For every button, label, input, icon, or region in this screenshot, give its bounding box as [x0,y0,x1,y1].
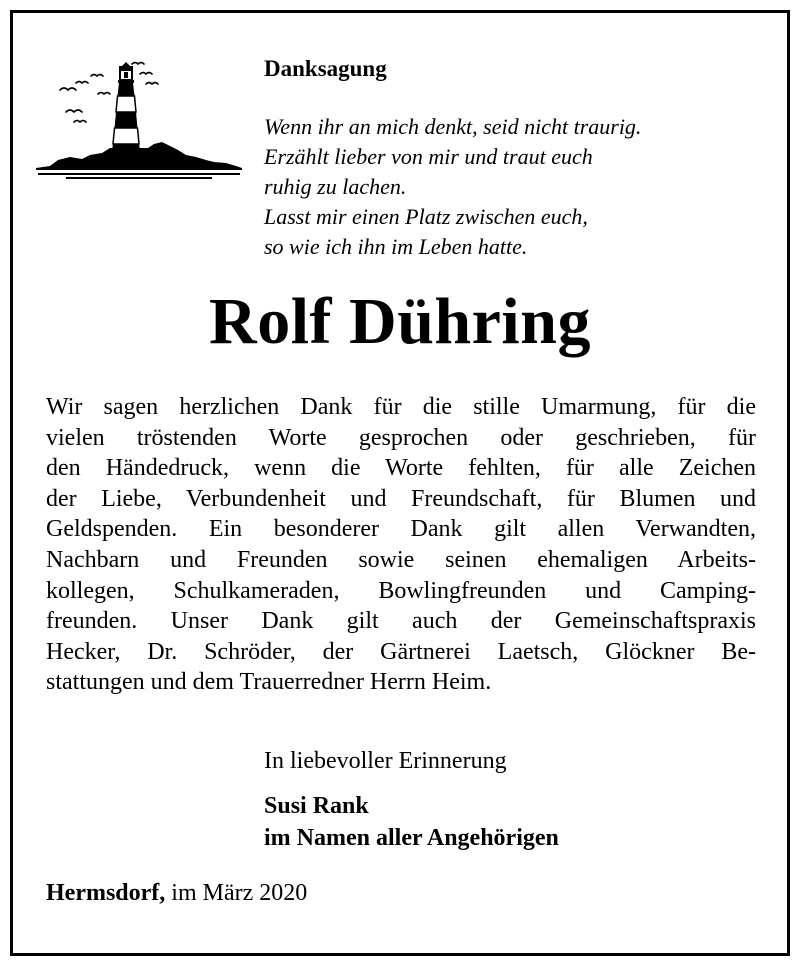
signature-block [264,790,559,854]
place-name: Hermsdorf, [46,880,166,906]
signer-name: Susi Rank [264,793,369,819]
paragraph-line: kollegen, Schulkameraden, Bowlingfreunden und Camping- [46,577,756,604]
closing-phrase: In liebevoller Erinnerung [264,748,507,774]
date-text: im März 2020 [171,880,308,906]
signer-note: im Namen aller Angehörigen [264,825,559,851]
place-date-line [46,880,307,907]
thanks-paragraph [46,392,756,698]
poem-line: so wie ich ihn im Leben hatte. [264,234,528,259]
poem-line: Erzählt lieber von mir und traut euch [264,144,593,169]
paragraph-line: den Händedruck, wenn die Worte fehlten, für alle Zeichen [46,455,756,482]
paragraph-line: Geldspenden. Ein besonderer Dank gilt allen Verwandten, [46,516,756,543]
paragraph-line: Hecker, Dr. Schröder, der Gärtnerei Laetsch, Glöckner Be- [46,638,756,665]
paragraph-line: vielen tröstenden Worte gesprochen oder geschrieben, für [46,424,756,451]
notice-heading: Danksagung [264,56,387,81]
lighthouse-icon [36,56,242,180]
poem-line: Lasst mir einen Platz zwischen euch, [264,204,588,229]
paragraph-line: freunden. Unser Dank gilt auch der Gemeinschaftspraxis [46,608,756,635]
paragraph-line: Nachbarn und Freunden sowie seinen ehemaligen Arbeits- [46,546,756,573]
poem [264,112,641,262]
deceased-name: Rolf Dühring [209,285,591,358]
poem-line: Wenn ihr an mich denkt, seid nicht traurig. [264,114,642,139]
paragraph-line: stattungen und dem Trauerredner Herrn Heim. [46,669,492,696]
paragraph-line: Wir sagen herzlichen Dank für die stille Umarmung, für die [46,394,756,420]
paragraph-line: der Liebe, Verbundenheit und Freundschaft, für Blumen und [46,485,756,512]
poem-line: ruhig zu lachen. [264,174,407,199]
